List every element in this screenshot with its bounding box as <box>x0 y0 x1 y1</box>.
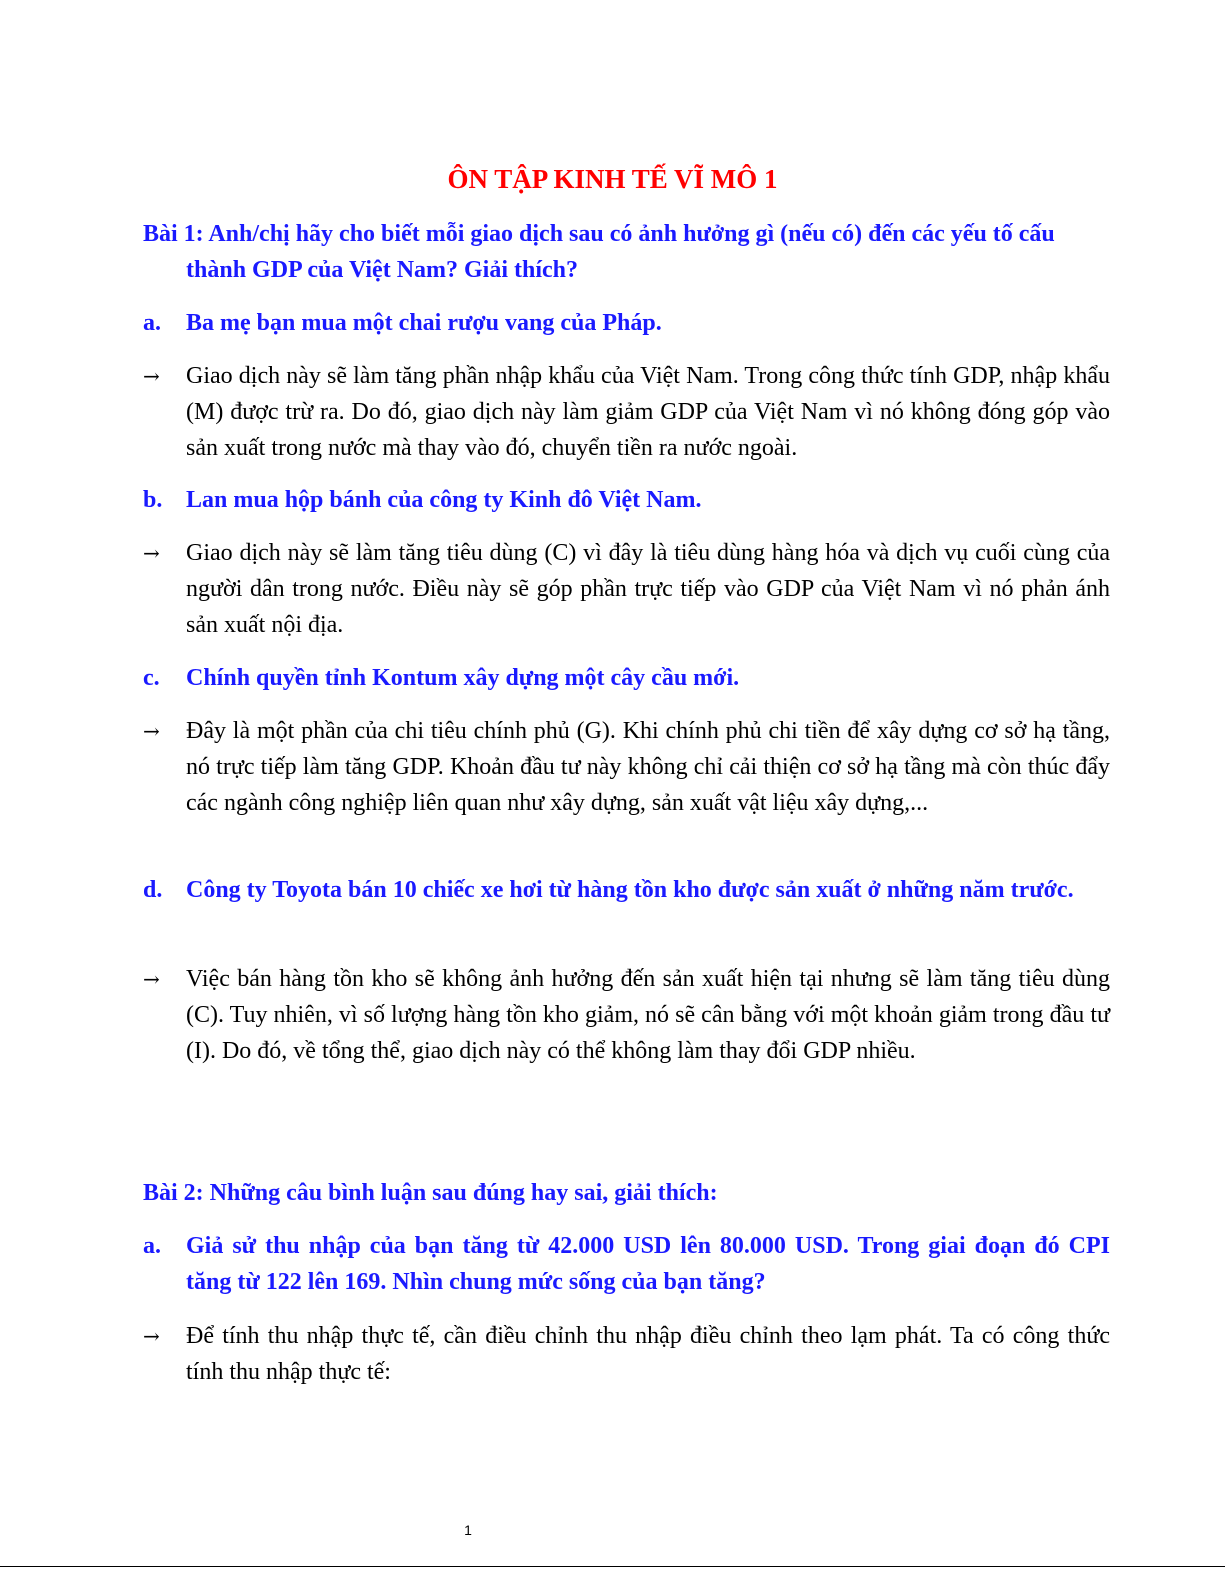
question-text: Ba mẹ bạn mua một chai rượu vang của Pháp. <box>186 310 662 336</box>
bai1-question-d <box>143 872 1110 908</box>
arrow-icon: → <box>143 719 160 743</box>
bai2-answer-a <box>143 1318 1110 1390</box>
question-text: Giả sử thu nhập của bạn tăng từ 42.000 USD lên 80.000 USD. Trong giai đoạn đó CPI tăng từ 122 lên 169. Nhìn chung mức sống của bạn tăng? <box>186 1233 1110 1295</box>
arrow-icon: → <box>143 364 160 388</box>
bai1-question-c <box>143 660 1110 696</box>
question-marker: b. <box>143 487 163 513</box>
question-marker: d. <box>143 877 163 903</box>
page-bottom-rule <box>0 1566 1225 1567</box>
document-title: ÔN TẬP KINH TẾ VĨ MÔ 1 <box>447 164 778 194</box>
bai1-answer-a <box>143 358 1110 466</box>
arrow-icon: → <box>143 541 160 565</box>
arrow-icon: → <box>143 967 160 991</box>
bai1-question-b <box>143 482 1110 518</box>
answer-text: Giao dịch này sẽ làm tăng phần nhập khẩu của Việt Nam. Trong công thức tính GDP, nhập khẩu (M) được trừ ra. Do đó, giao dịch này làm giảm GDP của Việt Nam vì nó không đóng góp vào sản xuất trong nước mà thay vào đó, chuyển tiền ra nước ngoài. <box>186 363 1110 461</box>
arrow-icon: → <box>143 1324 160 1348</box>
question-marker: a. <box>143 310 161 336</box>
answer-text: Giao dịch này sẽ làm tăng tiêu dùng (C) vì đây là tiêu dùng hàng hóa và dịch vụ cuối cùng của người dân trong nước. Điều này sẽ góp phần trực tiếp vào GDP của Việt Nam vì nó phản ánh sản xuất nội địa. <box>186 540 1110 638</box>
bai1-heading: Bài 1: Anh/chị hãy cho biết mỗi giao dịch sau có ảnh hưởng gì (nếu có) đến các yếu tố cấu thành GDP của Việt Nam? Giải thích? <box>143 221 1055 283</box>
bai2-heading: Bài 2: Những câu bình luận sau đúng hay sai, giải thích: <box>143 1180 718 1206</box>
question-text: Chính quyền tỉnh Kontum xây dựng một cây cầu mới. <box>186 665 740 691</box>
page-number: 1 <box>464 1522 472 1538</box>
question-marker: a. <box>143 1233 161 1259</box>
bai1-question-a <box>143 305 1110 341</box>
question-text: Lan mua hộp bánh của công ty Kinh đô Việt Nam. <box>186 487 702 513</box>
bai1-answer-d <box>143 961 1110 1069</box>
question-text: Công ty Toyota bán 10 chiếc xe hơi từ hàng tồn kho được sản xuất ở những năm trước. <box>186 877 1074 903</box>
bai1-answer-b <box>143 535 1110 643</box>
answer-text: Đây là một phần của chi tiêu chính phủ (G). Khi chính phủ chi tiền để xây dựng cơ sở hạ tầng, nó trực tiếp làm tăng GDP. Khoản đầu tư này không chỉ cải thiện cơ sở hạ tầng mà còn thúc đẩy các ngành công nghiệp liên quan như xây dựng, sản xuất vật liệu xây dựng,... <box>186 718 1110 816</box>
answer-text: Để tính thu nhập thực tế, cần điều chỉnh thu nhập điều chỉnh theo lạm phát. Ta có công thức tính thu nhập thực tế: <box>186 1323 1110 1385</box>
question-marker: c. <box>143 665 160 691</box>
bai2-question-a <box>143 1228 1110 1300</box>
answer-text: Việc bán hàng tồn kho sẽ không ảnh hưởng đến sản xuất hiện tại nhưng sẽ làm tăng tiêu dùng (C). Tuy nhiên, vì số lượng hàng tồn kho giảm, nó sẽ cân bằng với một khoản giảm trong đầu tư (I). Do đó, về tổng thể, giao dịch này có thể không làm thay đổi GDP nhiều. <box>186 966 1110 1064</box>
bai1-answer-c <box>143 713 1110 821</box>
